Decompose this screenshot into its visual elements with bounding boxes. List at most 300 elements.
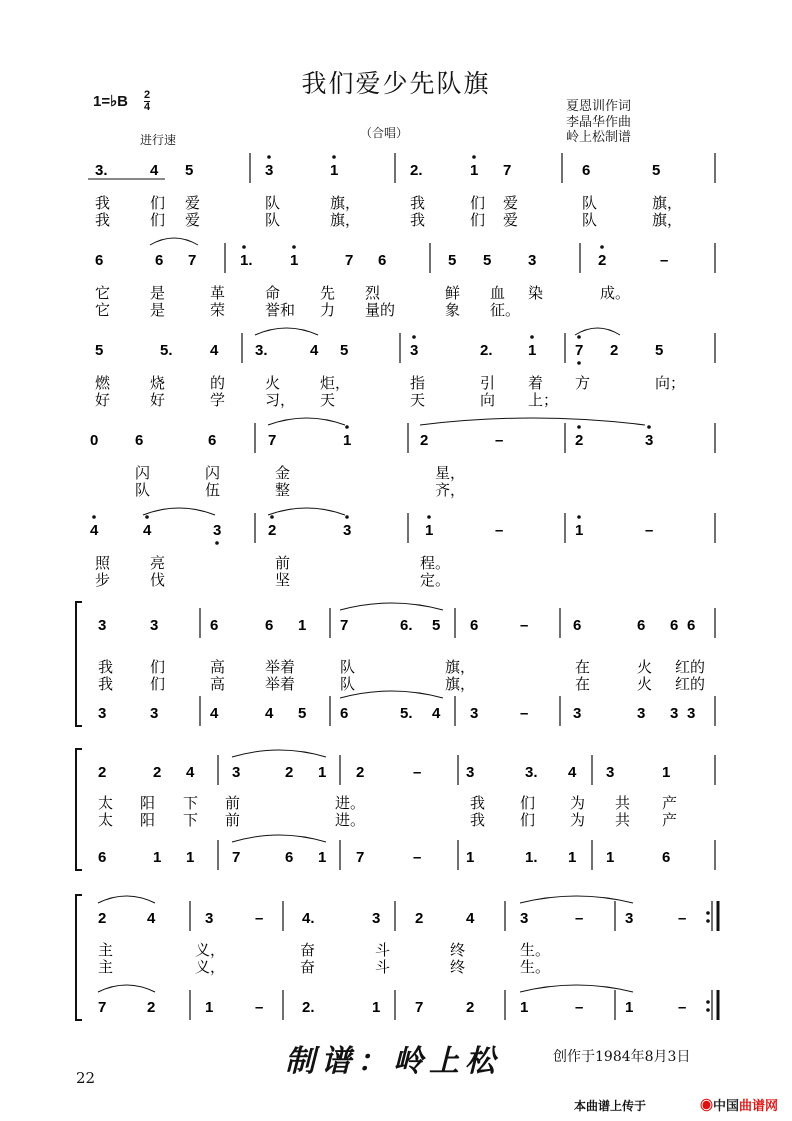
lyric-verse1: 命 (265, 284, 281, 302)
lyric-verse1: 队 (265, 194, 281, 212)
lyric-verse1: 下 (183, 794, 199, 812)
jianpu-note: 6 (208, 432, 217, 449)
jianpu-note: 6 (155, 252, 164, 269)
lower-voice-note: 6 (662, 849, 671, 866)
lyric-verse2: 爱 (185, 211, 201, 229)
jianpu-note: 2 (268, 522, 277, 539)
lyric-verse2: 我 (410, 211, 426, 229)
slur (232, 750, 326, 757)
lyric-verse2: 誉和 (265, 301, 296, 319)
lyric-verse1: 染 (528, 284, 544, 302)
logo-mark-icon: ◉ (700, 1098, 714, 1113)
jianpu-note: 1 (425, 522, 434, 539)
jianpu-note: 3 (528, 252, 537, 269)
high-octave-dot (577, 515, 581, 519)
jianpu-note: 1 (470, 162, 479, 179)
lower-voice-note: 3 (670, 705, 679, 722)
jianpu-note: 3 (645, 432, 654, 449)
lower-voice-note: 2. (302, 999, 315, 1016)
lyric-verse2: 队 (340, 675, 356, 693)
lyric-verse1: 斗 (375, 941, 391, 959)
jianpu-note: 6 (582, 162, 591, 179)
jianpu-note: 4 (143, 522, 152, 539)
lyric-verse1: 方 (575, 374, 591, 392)
lyric-verse2: 产 (662, 811, 678, 829)
lyric-verse1: 生。 (520, 941, 551, 959)
lyric-verse1: 举着 (265, 658, 296, 676)
lyric-verse2: 高 (210, 675, 226, 693)
slur (98, 985, 155, 992)
lyric-verse1: 主 (98, 941, 114, 959)
high-octave-dot (577, 335, 581, 339)
lower-voice-note: 7 (415, 999, 424, 1016)
slur (143, 508, 215, 515)
slur (575, 328, 620, 335)
lower-voice-note: 3 (98, 705, 107, 722)
lyric-verse2: 们 (520, 811, 536, 829)
repeat-dot (706, 911, 710, 915)
lyric-verse1: 火 (637, 658, 653, 676)
lower-voice-note: 1 (153, 849, 162, 866)
lyric-verse1: 进。 (335, 794, 366, 812)
lower-voice-note: 1 (466, 849, 475, 866)
upper-voice-note: 6 (637, 617, 646, 634)
high-octave-dot (92, 515, 96, 519)
lyric-verse2: 下 (183, 811, 199, 829)
lyric-verse1: 队 (340, 658, 356, 676)
jianpu-note: 2. (480, 342, 493, 359)
upper-voice-note: – (413, 764, 422, 781)
lyric-verse1: 引 (480, 374, 496, 392)
lower-voice-note: 3 (150, 705, 159, 722)
lyric-verse2: 坚 (275, 571, 291, 589)
low-octave-dot (577, 361, 581, 365)
jianpu-note: 1 (290, 252, 299, 269)
lower-voice-note: 3 (573, 705, 582, 722)
lyric-verse2: 伍 (205, 481, 221, 499)
lower-voice-note: 5 (298, 705, 307, 722)
lyric-verse1: 们 (470, 194, 486, 212)
lyric-verse1: 奋 (300, 941, 316, 959)
lyric-verse1: 向； (655, 374, 686, 392)
lyric-verse1: 爱 (185, 194, 201, 212)
lyric-verse2: 习， (265, 391, 296, 409)
jianpu-note: 0 (90, 432, 99, 449)
upper-voice-note: 6 (687, 617, 696, 634)
upper-voice-note: 6 (265, 617, 274, 634)
lyric-verse2: 天 (320, 391, 336, 409)
upper-voice-note: 6. (400, 617, 413, 634)
high-octave-dot (530, 335, 534, 339)
high-octave-dot (427, 515, 431, 519)
upper-voice-note: 6 (670, 617, 679, 634)
upper-voice-note: 3. (525, 764, 538, 781)
upper-voice-note: 1 (662, 764, 671, 781)
lyric-verse1: 鲜 (445, 284, 461, 302)
lyric-verse1: 产 (662, 794, 678, 812)
jianpu-note: 3. (95, 162, 108, 179)
lyric-verse1: 旗， (652, 194, 683, 212)
lyric-verse2: 太 (98, 811, 114, 829)
upper-voice-note: 3 (606, 764, 615, 781)
jianpu-note: 4 (210, 342, 219, 359)
lyric-verse2: 象 (445, 301, 461, 319)
lyric-verse2: 荣 (210, 301, 226, 319)
jianpu-note: 5. (160, 342, 173, 359)
jianpu-note: 1 (528, 342, 537, 359)
lyric-verse1: 烧 (150, 374, 166, 392)
lower-voice-note: 1 (372, 999, 381, 1016)
jianpu-note: – (660, 252, 669, 269)
lyric-verse1: 我 (410, 194, 426, 212)
upper-voice-note: 4 (186, 764, 195, 781)
lyric-verse1: 终 (450, 941, 466, 959)
transcriber-signature: 制谱：岭上松 (285, 1044, 501, 1079)
slur (255, 328, 318, 335)
lyric-verse1: 程。 (420, 554, 451, 572)
upper-voice-note: 1 (298, 617, 307, 634)
slur (268, 418, 345, 425)
jianpu-note: 2 (610, 342, 619, 359)
lyric-verse1: 炬， (320, 374, 351, 392)
repeat-dot (706, 1000, 710, 1004)
lower-voice-note: 7 (356, 849, 365, 866)
key-signature: 1=♭B (93, 93, 129, 110)
site-name-b: 曲谱网 (739, 1098, 779, 1113)
upper-voice-note: – (255, 910, 264, 927)
jianpu-note: 2 (420, 432, 429, 449)
upper-voice-note: 6 (210, 617, 219, 634)
upper-voice-note: 2 (98, 764, 107, 781)
performance-marking: （合唱） (360, 126, 409, 140)
upper-voice-note: 4 (147, 910, 156, 927)
lyric-verse2: 整 (275, 481, 291, 499)
jianpu-note: 5 (95, 342, 104, 359)
lyric-verse1: 闪 (205, 464, 221, 482)
composition-date: 创作于1984年8月3日 (553, 1049, 691, 1065)
lower-voice-note: 1 (568, 849, 577, 866)
upper-voice-note: 4 (568, 764, 577, 781)
jianpu-note: 6 (135, 432, 144, 449)
lyric-verse2: 红的 (675, 675, 706, 693)
jianpu-note: 7 (345, 252, 354, 269)
site-logo[interactable] (700, 1095, 778, 1114)
upper-voice-note: 6 (573, 617, 582, 634)
high-octave-dot (267, 155, 271, 159)
upper-voice-note: 3 (625, 910, 634, 927)
slur (232, 835, 326, 842)
lyric-verse1: 阳 (140, 794, 156, 812)
lyric-verse1: 共 (615, 794, 631, 812)
page-title: 我们爱少先队旗 (301, 69, 491, 98)
meter-bottom: 4 (144, 101, 151, 113)
repeat-dot (706, 919, 710, 923)
high-octave-dot (345, 425, 349, 429)
lyric-verse1: 旗， (445, 658, 476, 676)
jianpu-note: 5 (448, 252, 457, 269)
lyric-verse1: 成。 (600, 284, 631, 302)
jianpu-note: 2 (598, 252, 607, 269)
lyric-verse1: 旗， (330, 194, 361, 212)
lyric-verse1: 为 (570, 794, 586, 812)
lyric-verse1: 太 (98, 794, 114, 812)
lower-voice-note: – (255, 999, 264, 1016)
system-bracket (76, 749, 82, 870)
jianpu-note: 3. (255, 342, 268, 359)
lower-voice-note: 3 (637, 705, 646, 722)
lyric-verse1: 们 (150, 194, 166, 212)
upper-voice-note: 7 (340, 617, 349, 634)
lyric-verse1: 革 (210, 284, 226, 302)
lyric-verse1: 着 (528, 374, 544, 392)
slur (520, 896, 633, 903)
upper-voice-note: 3 (98, 617, 107, 634)
slur (150, 238, 198, 245)
high-octave-dot (145, 515, 149, 519)
lyric-verse1: 队 (582, 194, 598, 212)
jianpu-note: 1 (343, 432, 352, 449)
jianpu-note: 4 (310, 342, 319, 359)
lower-voice-note: 2 (147, 999, 156, 1016)
upper-voice-note: 4. (302, 910, 315, 927)
lyric-verse1: 红的 (675, 658, 706, 676)
lower-voice-note: – (520, 705, 529, 722)
lyric-verse2: 在 (575, 675, 591, 693)
high-octave-dot (577, 425, 581, 429)
lyric-verse1: 前 (275, 554, 291, 572)
slur (420, 418, 645, 425)
upper-voice-note: 6 (470, 617, 479, 634)
jianpu-note: 5 (185, 162, 194, 179)
lyric-verse1: 它 (95, 284, 111, 302)
lyric-verse1: 我 (470, 794, 486, 812)
upper-voice-note: – (575, 910, 584, 927)
jianpu-note: – (495, 522, 504, 539)
lyric-verse2: 阳 (140, 811, 156, 829)
jianpu-note: 5 (655, 342, 664, 359)
lyric-verse2: 天 (410, 391, 426, 409)
lower-voice-note: – (575, 999, 584, 1016)
upper-voice-note: 5 (432, 617, 441, 634)
jianpu-note: 3 (265, 162, 274, 179)
lower-voice-note: 4 (432, 705, 441, 722)
lyric-verse2: 队 (582, 211, 598, 229)
lyric-verse2: 队 (265, 211, 281, 229)
transcriber-credit: 岭上松制谱 (566, 130, 632, 145)
lyric-verse1: 先 (320, 284, 336, 302)
slur (520, 985, 633, 992)
lower-voice-note: 4 (265, 705, 274, 722)
lower-voice-note: 3 (687, 705, 696, 722)
lyric-verse2: 学 (210, 391, 226, 409)
jianpu-note: 6 (378, 252, 387, 269)
lyric-verse2: 上； (528, 391, 559, 409)
upper-voice-note: 2 (98, 910, 107, 927)
jianpu-note: 7 (268, 432, 277, 449)
lyric-verse1: 的 (210, 374, 226, 392)
jianpu-note: 4 (150, 162, 159, 179)
upper-voice-note: 2 (415, 910, 424, 927)
lyric-verse2: 旗， (330, 211, 361, 229)
lyric-verse2: 向 (480, 391, 496, 409)
lyric-verse2: 旗， (445, 675, 476, 693)
jianpu-note: 5 (652, 162, 661, 179)
lyric-verse2: 终 (450, 958, 466, 976)
jianpu-note: 2. (410, 162, 423, 179)
lyric-verse2: 好 (95, 391, 111, 409)
lyric-verse2: 主 (98, 958, 114, 976)
lyric-verse1: 们 (150, 658, 166, 676)
upper-voice-note: 2 (153, 764, 162, 781)
slur (340, 691, 443, 698)
system-bracket (76, 602, 82, 726)
lower-voice-note: 3 (470, 705, 479, 722)
lyric-verse2: 我 (470, 811, 486, 829)
jianpu-note: 7 (188, 252, 197, 269)
lyric-verse2: 们 (470, 211, 486, 229)
lyric-verse2: 前 (225, 811, 241, 829)
lower-voice-note: 1. (525, 849, 538, 866)
lyric-verse2: 生。 (520, 958, 551, 976)
high-octave-dot (600, 245, 604, 249)
lyric-verse2: 进。 (335, 811, 366, 829)
jianpu-note: 5 (483, 252, 492, 269)
high-octave-dot (345, 515, 349, 519)
high-octave-dot (270, 515, 274, 519)
lyric-verse2: 征。 (490, 301, 521, 319)
slur (340, 603, 443, 610)
jianpu-note: 3 (213, 522, 222, 539)
jianpu-note: 6 (95, 252, 104, 269)
jianpu-note: 1. (240, 252, 253, 269)
lower-voice-note: 1 (318, 849, 327, 866)
slur (268, 508, 345, 515)
lyric-verse1: 们 (520, 794, 536, 812)
lyric-verse1: 我 (95, 194, 111, 212)
jianpu-note: 7 (503, 162, 512, 179)
high-octave-dot (332, 155, 336, 159)
lyric-verse1: 闪 (135, 464, 151, 482)
lyric-verse1: 燃 (95, 374, 111, 392)
lower-voice-note: 1 (205, 999, 214, 1016)
lower-voice-note: 1 (625, 999, 634, 1016)
lower-voice-note: 7 (232, 849, 241, 866)
upload-note: 本曲谱上传于 (574, 1099, 647, 1113)
lyric-verse2: 旗， (652, 211, 683, 229)
jianpu-note: – (495, 432, 504, 449)
upper-voice-note: – (678, 910, 687, 927)
upper-voice-note: 4 (466, 910, 475, 927)
lyric-verse1: 金 (275, 464, 291, 482)
lyric-verse1: 照 (95, 554, 111, 572)
jianpu-note: – (645, 522, 654, 539)
lyric-verse2: 是 (150, 301, 166, 319)
upper-voice-note: 3 (466, 764, 475, 781)
lower-voice-note: 6 (98, 849, 107, 866)
high-octave-dot (472, 155, 476, 159)
jianpu-note: 1 (575, 522, 584, 539)
high-octave-dot (292, 245, 296, 249)
lyric-verse1: 星， (435, 464, 466, 482)
lower-voice-note: – (678, 999, 687, 1016)
lower-voice-note: 1 (520, 999, 529, 1016)
lyricist-credit: 夏恩训作词 (566, 99, 632, 114)
lyric-verse1: 血 (490, 284, 506, 302)
lyric-verse2: 斗 (375, 958, 391, 976)
lower-voice-note: 4 (210, 705, 219, 722)
lower-voice-note: 7 (98, 999, 107, 1016)
lyric-verse2: 为 (570, 811, 586, 829)
lyric-verse1: 火 (265, 374, 281, 392)
lyric-verse2: 我 (98, 675, 114, 693)
lower-voice-note: 6 (340, 705, 349, 722)
jianpu-note: 7 (575, 342, 584, 359)
jianpu-note: 5 (340, 342, 349, 359)
lyric-verse2: 火 (637, 675, 653, 693)
lyric-verse2: 我 (95, 211, 111, 229)
jianpu-note: 4 (90, 522, 99, 539)
lyric-verse2: 举着 (265, 675, 296, 693)
system-bracket (76, 895, 82, 1020)
upper-voice-note: 3 (520, 910, 529, 927)
lyric-verse2: 力 (320, 301, 336, 319)
slur (98, 896, 155, 903)
upper-voice-note: – (520, 617, 529, 634)
lyric-verse2: 爱 (503, 211, 519, 229)
tempo-marking: 进行速 (140, 133, 177, 147)
low-octave-dot (215, 541, 219, 545)
lyric-verse2: 它 (95, 301, 111, 319)
lyric-verse1: 高 (210, 658, 226, 676)
lyric-verse1: 爱 (503, 194, 519, 212)
lyric-verse2: 义， (195, 958, 226, 976)
lower-voice-note: 1 (606, 849, 615, 866)
jianpu-note: 3 (410, 342, 419, 359)
page-number: 22 (76, 1069, 96, 1087)
lyric-verse1: 义， (195, 941, 226, 959)
composer-credit: 李晶华作曲 (566, 115, 632, 130)
lyric-verse2: 伐 (150, 571, 166, 589)
lyric-verse2: 定。 (420, 571, 451, 589)
lyric-verse2: 奋 (300, 958, 316, 976)
lyric-verse2: 队 (135, 481, 151, 499)
upper-voice-note: 2 (285, 764, 294, 781)
lyric-verse1: 在 (575, 658, 591, 676)
lyric-verse2: 量的 (365, 301, 396, 319)
upper-voice-note: 3 (150, 617, 159, 634)
site-name-a: 中国 (713, 1098, 740, 1113)
lyric-verse2: 们 (150, 211, 166, 229)
jianpu-note: 1 (330, 162, 339, 179)
lyric-verse2: 齐， (435, 481, 466, 499)
lyric-verse1: 指 (410, 374, 426, 392)
lyric-verse1: 烈 (365, 284, 381, 302)
lyric-verse1: 亮 (150, 554, 166, 572)
lyric-verse1: 我 (98, 658, 114, 676)
lower-voice-note: 5. (400, 705, 413, 722)
lyric-verse1: 是 (150, 284, 166, 302)
high-octave-dot (242, 245, 246, 249)
upper-voice-note: 3 (372, 910, 381, 927)
lyric-verse2: 好 (150, 391, 166, 409)
upper-voice-note: 3 (205, 910, 214, 927)
lyric-verse2: 步 (95, 571, 111, 589)
lower-voice-note: – (413, 849, 422, 866)
lower-voice-note: 1 (186, 849, 195, 866)
upper-voice-note: 3 (232, 764, 241, 781)
upper-voice-note: 1 (318, 764, 327, 781)
jianpu-note: 3 (343, 522, 352, 539)
